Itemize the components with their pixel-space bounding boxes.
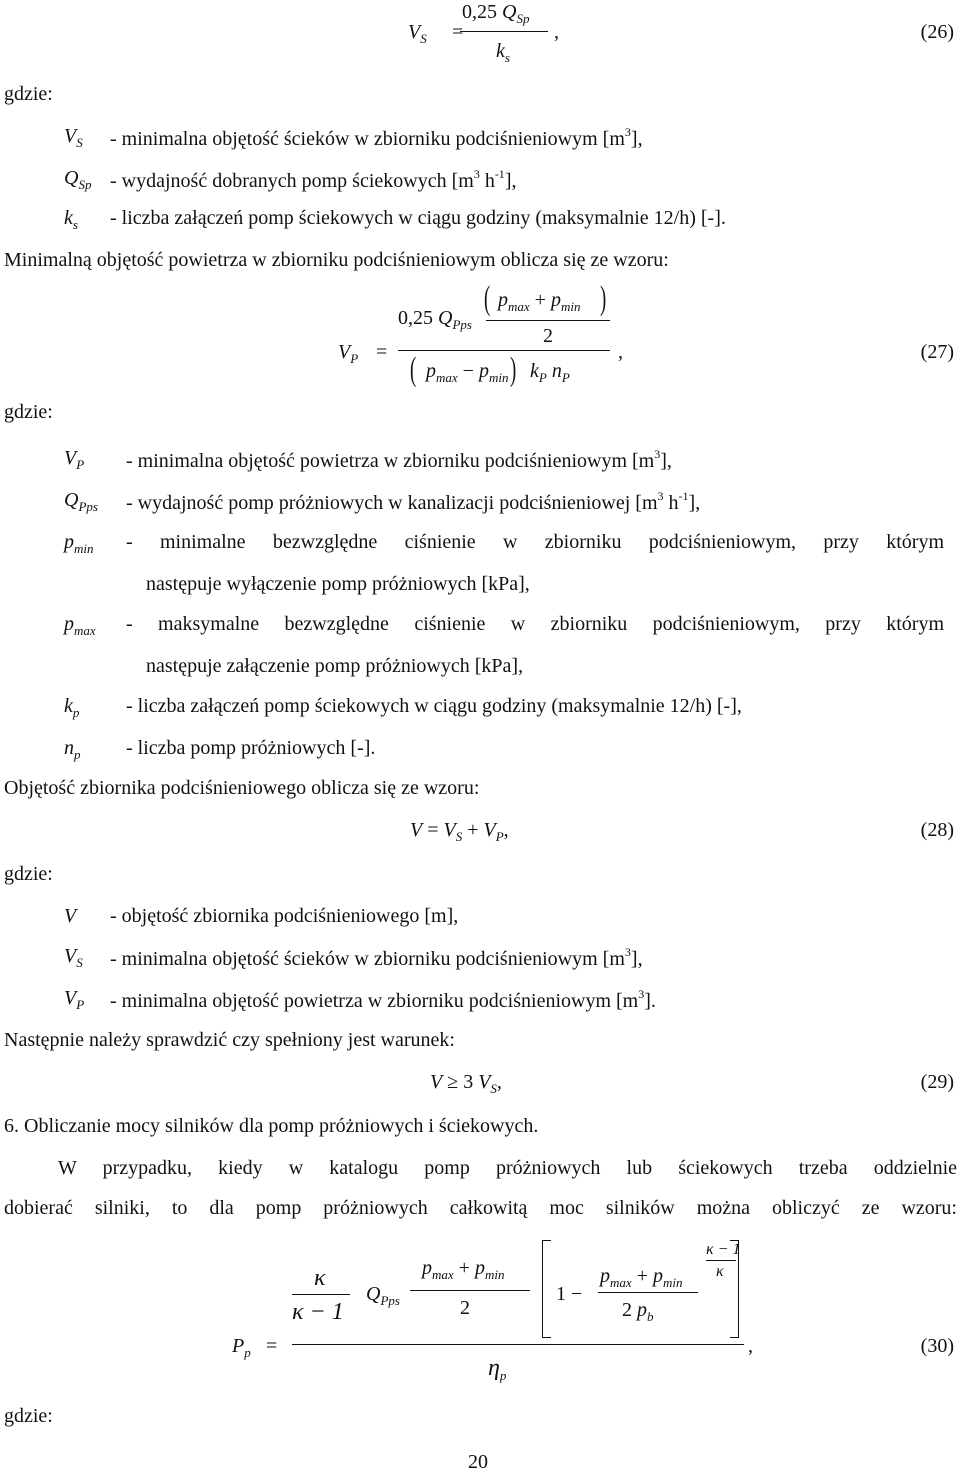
intro-29: Następnie należy sprawdzić czy spełniony jest warunek: [4, 1029, 455, 1051]
legend-symbol: $Q_{Sp}$ [64, 167, 92, 192]
eq29-expression: V ≥ 3 $V_S$, [430, 1071, 502, 1096]
eq26-number: (26) [920, 21, 954, 43]
eq27-pmax-plus-pmin: $p_{max} + p_{min}$ [498, 289, 581, 314]
legend-description: - liczba załączeń pomp ściekowych w ciągu godziny (maksymalnie 12/h) [-]. [110, 207, 726, 229]
eq29-number: (29) [920, 1071, 954, 1093]
legend-description: - liczba pomp próżniowych [-]. [126, 737, 376, 759]
eq27-lparen-bottom: ( [410, 351, 417, 388]
where-label-3: gdzie: [4, 863, 53, 885]
legend-symbol: $V_S$ [64, 125, 83, 150]
intro-28: Objętość zbiornika podciśnieniowego oblicza się ze wzoru: [4, 777, 480, 799]
eq30-eta: $\eta_p$ [488, 1355, 507, 1383]
eq26-denominator: $k_s$ [496, 40, 510, 65]
intro-27: Minimalną objętość powietrza w zbiorniku podciśnieniowym oblicza się ze wzoru: [4, 249, 669, 271]
eq26-lhs: $V_S$ [408, 21, 427, 46]
legend-symbol: $k_p$ [64, 695, 80, 720]
eq27-lhs: $V_P$ [338, 341, 359, 366]
where-label-2: gdzie: [4, 401, 53, 423]
legend-description: - minimalna objętość powietrza w zbiorniku podciśnieniowym $[m^3]$. [110, 987, 656, 1012]
eq30-exponent-denominator: κ [716, 1263, 724, 1280]
legend-description-cont: następuje wyłączenie pomp próżniowych [kPa], [146, 573, 530, 595]
page-number: 20 [468, 1451, 488, 1473]
eq30-two: 2 [460, 1297, 470, 1319]
eq30-comma: , [748, 1335, 753, 1357]
legend-symbol: $n_p$ [64, 737, 81, 762]
legend-symbol: $V_P$ [64, 987, 85, 1012]
eq30-kappa-minus-1: κ − 1 [292, 1299, 344, 1325]
eq27-kp-np: $k_P$ $n_P$ [530, 360, 570, 385]
legend-symbol: $p_{max}$ [64, 613, 96, 638]
legend-description: - wydajność dobranych pomp ściekowych [$m^3$ $h^{-1}$], [110, 167, 517, 192]
paragraph-6-line-2: dobierać silniki, to dla pomp próżniowych całkowitą moc silników można obliczyć ze wzoru: [4, 1197, 957, 1219]
legend-description: - minimalna objętość powietrza w zbiorniku podciśnieniowym $[m^3]$, [126, 447, 672, 472]
legend-symbol: $V_P$ [64, 447, 85, 472]
legend-description: - minimalna objętość ścieków w zbiorniku podciśnieniowym $[m^3]$, [110, 125, 643, 150]
section-6-heading: 6. Obliczanie mocy silników dla pomp próżniowych i ściekowych. [4, 1115, 539, 1137]
eq30-right-bracket [730, 1240, 739, 1338]
legend-description: - maksymalne bezwzględne ciśnienie w zbiorniku podciśnieniowym, przy którym [126, 613, 944, 635]
eq27-lparen-top: ( [484, 280, 491, 317]
eq30-kappa-fraction-bar [292, 1294, 350, 1295]
legend-symbol: $k_s$ [64, 207, 78, 232]
eq30-fraction-bar [292, 1344, 744, 1345]
eq27-inner-fraction-bar [486, 320, 610, 321]
eq30-equals: = [266, 1335, 278, 1357]
eq30-number: (30) [920, 1335, 954, 1357]
eq30-ratio-fraction-bar [598, 1292, 698, 1293]
eq30-lhs: $P_p$ [232, 1335, 251, 1360]
legend-symbol: $p_{min}$ [64, 531, 94, 556]
eq27-rparen-top: ) [600, 280, 607, 317]
legend-symbol: V [64, 905, 77, 927]
eq26-fraction-bar [460, 31, 548, 32]
eq30-left-bracket [542, 1240, 551, 1338]
eq30-pmax-plus-pmin: $p_{max} + p_{min}$ [422, 1257, 505, 1282]
eq30-kappa: κ [314, 1265, 326, 1291]
eq27-coef: 0,25 $Q_{Pps}$ [398, 307, 472, 332]
eq30-ratio-denominator: 2 $p_b$ [622, 1299, 654, 1324]
legend-description-cont: następuje załączenie pomp próżniowych [kPa], [146, 655, 524, 677]
eq28-number: (28) [920, 819, 954, 841]
eq30-exponent-numerator: κ − 1 [706, 1241, 741, 1258]
where-label-4: gdzie: [4, 1405, 53, 1427]
legend-description: - liczba załączeń pomp ściekowych w ciągu godziny (maksymalnie 12/h) [-], [126, 695, 742, 717]
eq26-numerator: 0,25 $Q_{Sp}$ [462, 1, 530, 26]
eq26-equals: = [452, 21, 464, 43]
paragraph-6-line-1: W przypadku, kiedy w katalogu pomp próżniowych lub ściekowych trzeba oddzielnie [58, 1157, 957, 1179]
legend-description: - objętość zbiornika podciśnieniowego [m], [110, 905, 459, 927]
eq30-inner-fraction-bar [410, 1290, 530, 1291]
eq27-fraction-bar [398, 350, 610, 351]
eq27-equals: = [376, 341, 388, 363]
eq27-rparen-bottom: ) [510, 351, 517, 388]
legend-description: - minimalne bezwzględne ciśnienie w zbiorniku podciśnieniowym, przy którym [126, 531, 944, 553]
eq27-pmax-minus-pmin: $p_{max} - p_{min}$ [426, 360, 509, 385]
eq30-ratio-numerator: $p_{max} + p_{min}$ [600, 1265, 683, 1290]
eq27-comma: , [618, 341, 623, 363]
where-label-1: gdzie: [4, 83, 53, 105]
eq28-expression: $V = V_S + V_P$, [410, 819, 509, 844]
eq27-number: (27) [920, 341, 954, 363]
eq26-comma: , [554, 21, 559, 43]
eq27-two: 2 [543, 325, 553, 347]
legend-description: - minimalna objętość ścieków w zbiorniku podciśnieniowym $[m^3]$, [110, 945, 643, 970]
eq30-one-minus: 1 − [556, 1283, 583, 1305]
eq30-Q: $Q_{Pps}$ [366, 1283, 400, 1308]
legend-symbol: $V_S$ [64, 945, 83, 970]
legend-description: - wydajność pomp próżniowych w kanalizacji podciśnieniowej [$m^3$ $h^{-1}$], [126, 489, 701, 514]
legend-symbol: $Q_{Pps}$ [64, 489, 98, 514]
